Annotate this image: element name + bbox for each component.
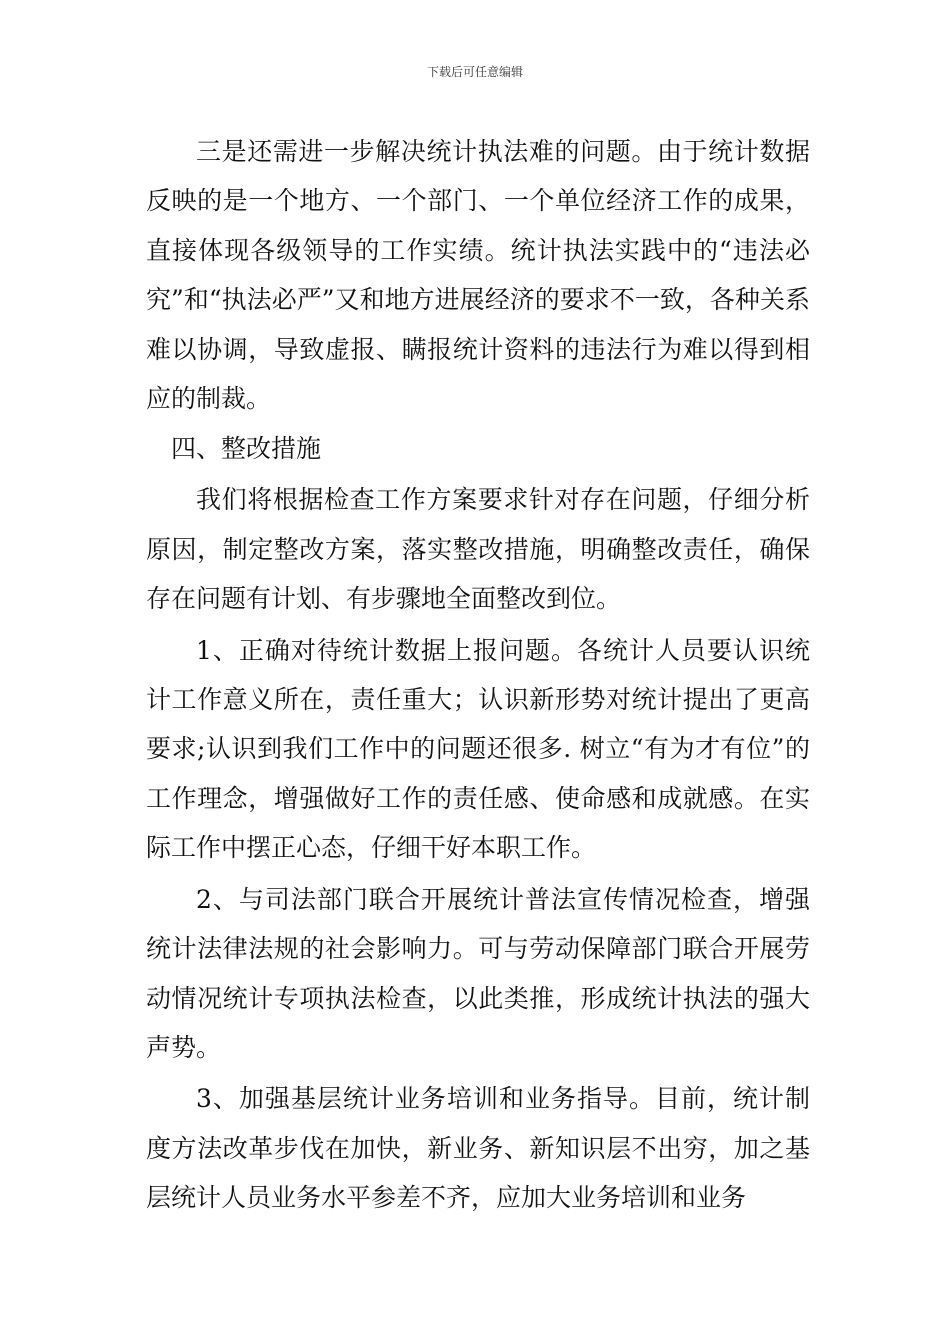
paragraph-rectification-plan: 我们将根据检查工作方案要求针对存在问题，仔细分析原因，制定整改方案，落实整改措施，明确整改责任，确保存在问题有计划、有步骤地全面整改到位。 xyxy=(146,485,810,614)
paragraph-item-2: 2、与司法部门联合开展统计普法宣传情况检查，增强统计法律法规的社会影响力。可与劳动保障部门联合开展劳动情况统计专项执法检查，以此类推，形成统计执法的强大声势。 xyxy=(146,884,810,1062)
paragraph-item-3: 3、加强基层统计业务培训和业务指导。目前，统计制度方法改革步伐在加快，新业务、新知识层不出穷，加之基层统计人员业务水平参差不齐，应加大业务培训和业务 xyxy=(146,1084,810,1213)
header-note: 下载后可任意编辑 xyxy=(426,65,523,79)
paragraph-statistics-enforcement: 三是还需进一步解决统计执法难的问题。由于统计数据反映的是一个地方、一个部门、一个单位经济工作的成果，直接体现各级领导的工作实绩。统计执法实践中的“违法必究”和“执法必严”又和地方进展经济的要求不一致，各种关系难以协调，导致虚报、瞒报统计资料的违法行为难以得到相应的制裁。 xyxy=(146,137,810,414)
section-heading-rectification-measures: 四、整改措施 xyxy=(171,434,322,464)
document-body xyxy=(146,127,810,1223)
paragraph-item-1: 1、正确对待统计数据上报问题。各统计人员要认识统计工作意义所在，责任重大；认识新形势对统计提出了更高要求;认识到我们工作中的问题还很多. 树立“有为才有位”的工作理念，增强做好工作的责任感、使命感和成就感。在实际工作中摆正心态，仔细干好本职工作。 xyxy=(146,635,810,863)
